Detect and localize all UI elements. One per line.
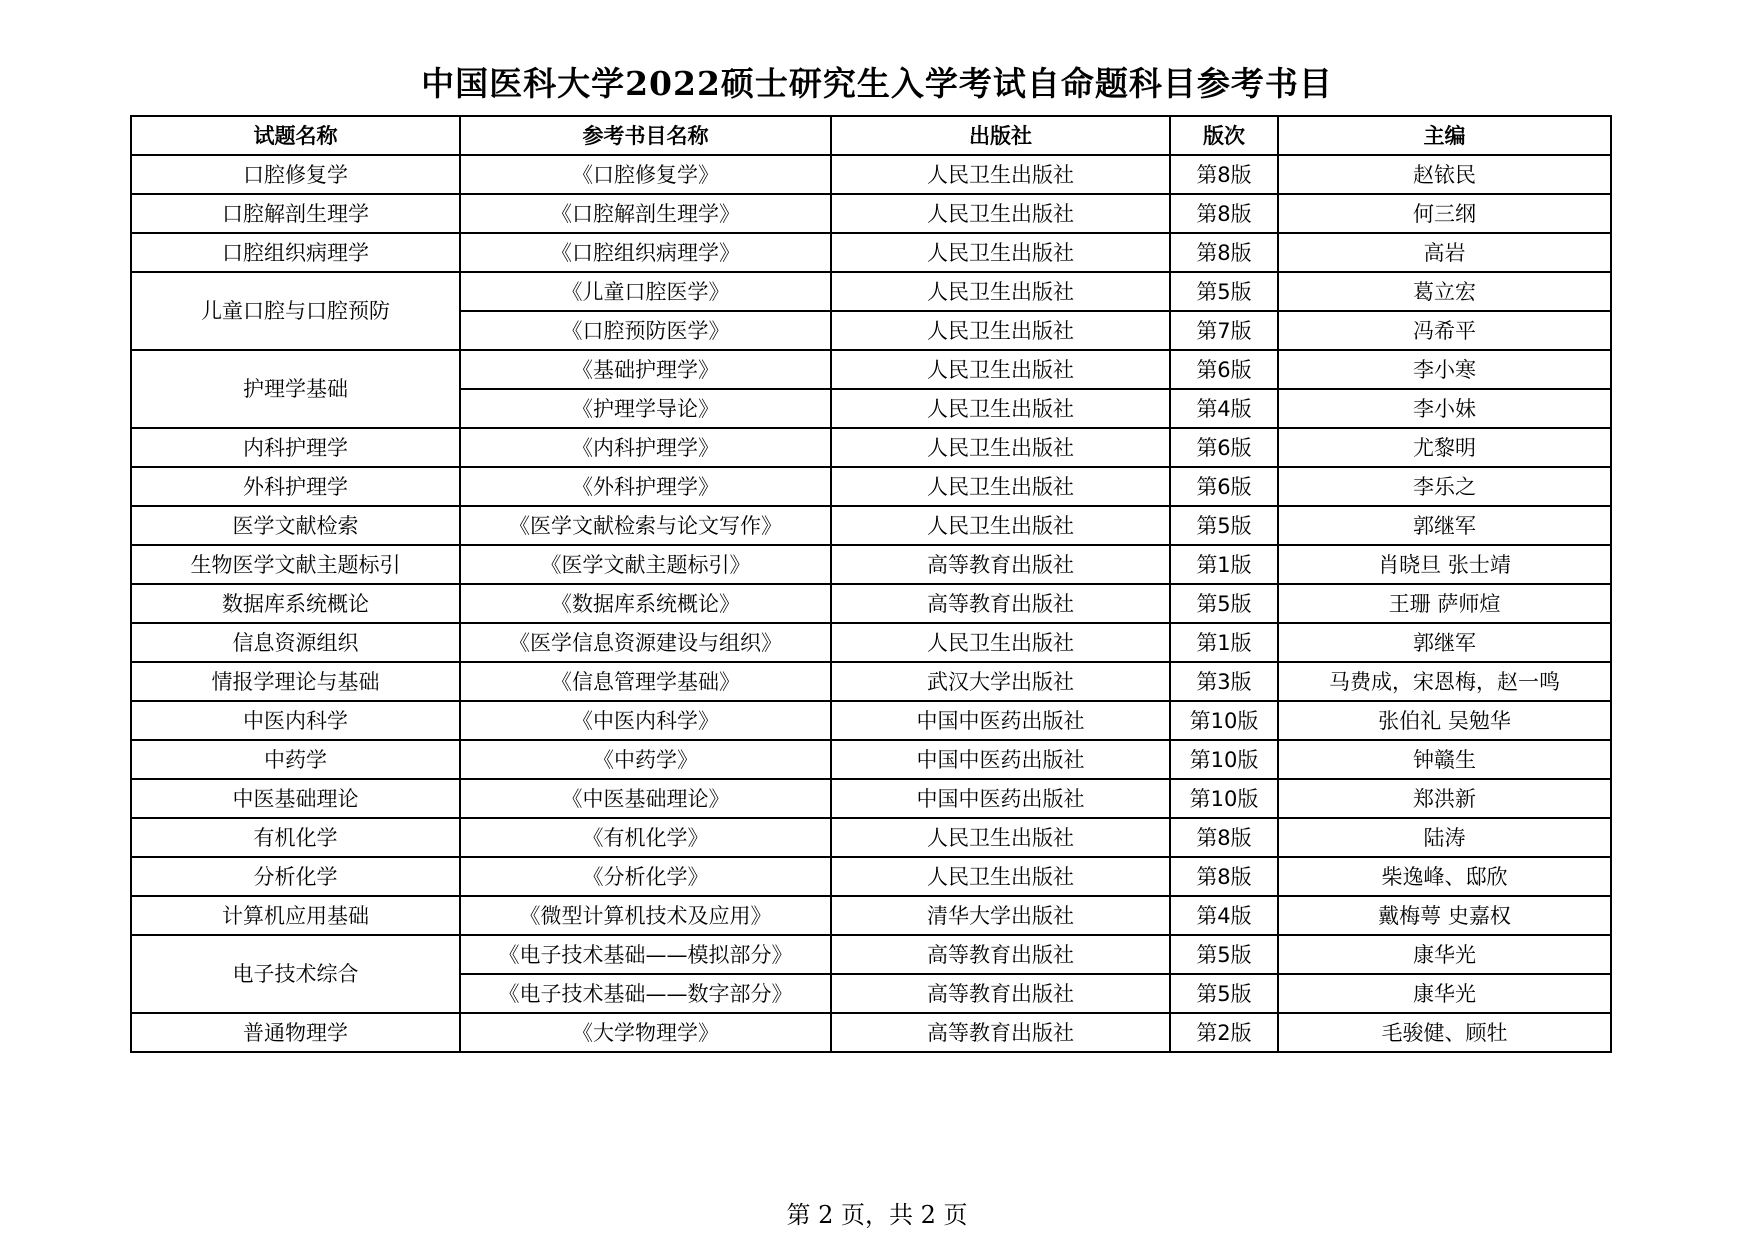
table-row [131,818,1611,857]
cell-edition: 第8版 [1170,194,1278,233]
cell-publisher: 中国中医药出版社 [831,740,1170,779]
table-row [131,506,1611,545]
cell-book: 《中医基础理论》 [460,779,831,818]
cell-book: 《医学文献检索与论文写作》 [460,506,831,545]
cell-subject: 口腔组织病理学 [131,233,460,272]
cell-publisher: 高等教育出版社 [831,545,1170,584]
cell-editor: 康华光 [1278,935,1611,974]
cell-book: 《医学文献主题标引》 [460,545,831,584]
cell-publisher: 清华大学出版社 [831,896,1170,935]
cell-edition: 第5版 [1170,974,1278,1013]
table-row [131,428,1611,467]
table-row [131,935,1611,974]
cell-subject: 医学文献检索 [131,506,460,545]
cell-publisher: 高等教育出版社 [831,1013,1170,1052]
cell-subject: 内科护理学 [131,428,460,467]
cell-book: 《口腔预防医学》 [460,311,831,350]
cell-publisher: 中国中医药出版社 [831,701,1170,740]
cell-edition: 第8版 [1170,818,1278,857]
table-row [131,740,1611,779]
table-row [131,545,1611,584]
table-row [131,1013,1611,1052]
cell-publisher: 高等教育出版社 [831,584,1170,623]
cell-book: 《电子技术基础——数字部分》 [460,974,831,1013]
table-row [131,779,1611,818]
page-footer: 第 2 页，共 2 页 [786,1201,968,1229]
cell-editor: 李小寒 [1278,350,1611,389]
cell-editor: 戴梅萼 史嘉权 [1278,896,1611,935]
cell-editor: 柴逸峰、邸欣 [1278,857,1611,896]
cell-editor: 何三纲 [1278,194,1611,233]
cell-edition: 第10版 [1170,701,1278,740]
cell-editor: 郑洪新 [1278,779,1611,818]
cell-edition: 第6版 [1170,467,1278,506]
cell-publisher: 高等教育出版社 [831,974,1170,1013]
table-row [131,857,1611,896]
cell-publisher: 人民卫生出版社 [831,857,1170,896]
cell-edition: 第5版 [1170,935,1278,974]
cell-subject: 普通物理学 [131,1013,460,1052]
cell-edition: 第4版 [1170,389,1278,428]
cell-book: 《口腔修复学》 [460,155,831,194]
cell-subject: 护理学基础 [131,350,460,428]
header-edition: 版次 [1170,116,1278,155]
reference-book-table [130,115,1612,1053]
cell-book: 《儿童口腔医学》 [460,272,831,311]
cell-edition: 第7版 [1170,311,1278,350]
cell-book: 《微型计算机技术及应用》 [460,896,831,935]
cell-subject: 口腔解剖生理学 [131,194,460,233]
cell-editor: 李小妹 [1278,389,1611,428]
cell-edition: 第5版 [1170,584,1278,623]
cell-subject: 外科护理学 [131,467,460,506]
cell-publisher: 人民卫生出版社 [831,467,1170,506]
cell-book: 《中药学》 [460,740,831,779]
cell-subject: 中医内科学 [131,701,460,740]
cell-publisher: 人民卫生出版社 [831,818,1170,857]
cell-edition: 第10版 [1170,779,1278,818]
cell-subject: 口腔修复学 [131,155,460,194]
cell-editor: 马费成，宋恩梅，赵一鸣 [1278,662,1611,701]
cell-subject: 数据库系统概论 [131,584,460,623]
cell-publisher: 人民卫生出版社 [831,623,1170,662]
table-row [131,467,1611,506]
cell-subject: 电子技术综合 [131,935,460,1013]
cell-book: 《医学信息资源建设与组织》 [460,623,831,662]
cell-edition: 第1版 [1170,545,1278,584]
cell-editor: 高岩 [1278,233,1611,272]
cell-editor: 葛立宏 [1278,272,1611,311]
cell-subject: 分析化学 [131,857,460,896]
table-row [131,896,1611,935]
cell-edition: 第1版 [1170,623,1278,662]
cell-editor: 郭继军 [1278,506,1611,545]
cell-publisher: 高等教育出版社 [831,935,1170,974]
cell-book: 《中医内科学》 [460,701,831,740]
cell-book: 《口腔解剖生理学》 [460,194,831,233]
table-header-row [131,116,1611,155]
cell-edition: 第2版 [1170,1013,1278,1052]
page-title: 中国医科大学2022硕士研究生入学考试自命题科目参考书目 [421,64,1333,103]
cell-edition: 第10版 [1170,740,1278,779]
cell-book: 《数据库系统概论》 [460,584,831,623]
cell-editor: 冯希平 [1278,311,1611,350]
cell-book: 《分析化学》 [460,857,831,896]
header-editor: 主编 [1278,116,1611,155]
cell-editor: 王珊 萨师煊 [1278,584,1611,623]
cell-publisher: 人民卫生出版社 [831,350,1170,389]
table-row [131,350,1611,389]
cell-edition: 第4版 [1170,896,1278,935]
cell-book: 《大学物理学》 [460,1013,831,1052]
cell-edition: 第8版 [1170,155,1278,194]
cell-subject: 儿童口腔与口腔预防 [131,272,460,350]
cell-book: 《有机化学》 [460,818,831,857]
cell-editor: 毛骏健、顾牡 [1278,1013,1611,1052]
cell-subject: 情报学理论与基础 [131,662,460,701]
cell-editor: 陆涛 [1278,818,1611,857]
cell-publisher: 人民卫生出版社 [831,155,1170,194]
cell-editor: 钟赣生 [1278,740,1611,779]
cell-edition: 第6版 [1170,428,1278,467]
cell-editor: 肖晓旦 张士靖 [1278,545,1611,584]
table-row [131,701,1611,740]
header-book: 参考书目名称 [460,116,831,155]
cell-book: 《电子技术基础——模拟部分》 [460,935,831,974]
cell-editor: 赵铱民 [1278,155,1611,194]
cell-book: 《护理学导论》 [460,389,831,428]
cell-publisher: 人民卫生出版社 [831,194,1170,233]
table-row [131,233,1611,272]
cell-subject: 中医基础理论 [131,779,460,818]
cell-publisher: 人民卫生出版社 [831,311,1170,350]
cell-publisher: 人民卫生出版社 [831,389,1170,428]
cell-book: 《口腔组织病理学》 [460,233,831,272]
cell-book: 《基础护理学》 [460,350,831,389]
cell-editor: 张伯礼 吴勉华 [1278,701,1611,740]
cell-edition: 第5版 [1170,506,1278,545]
table-row [131,272,1611,311]
table-row [131,155,1611,194]
cell-subject: 生物医学文献主题标引 [131,545,460,584]
cell-publisher: 人民卫生出版社 [831,506,1170,545]
cell-editor: 郭继军 [1278,623,1611,662]
cell-editor: 李乐之 [1278,467,1611,506]
cell-edition: 第8版 [1170,857,1278,896]
cell-subject: 计算机应用基础 [131,896,460,935]
cell-edition: 第3版 [1170,662,1278,701]
cell-editor: 尤黎明 [1278,428,1611,467]
cell-publisher: 人民卫生出版社 [831,233,1170,272]
cell-book: 《外科护理学》 [460,467,831,506]
header-subject: 试题名称 [131,116,460,155]
cell-publisher: 武汉大学出版社 [831,662,1170,701]
cell-publisher: 人民卫生出版社 [831,272,1170,311]
cell-publisher: 中国中医药出版社 [831,779,1170,818]
table-row [131,194,1611,233]
cell-edition: 第8版 [1170,233,1278,272]
table-row [131,662,1611,701]
cell-edition: 第6版 [1170,350,1278,389]
table-row [131,623,1611,662]
cell-editor: 康华光 [1278,974,1611,1013]
cell-subject: 信息资源组织 [131,623,460,662]
cell-book: 《信息管理学基础》 [460,662,831,701]
cell-edition: 第5版 [1170,272,1278,311]
header-publisher: 出版社 [831,116,1170,155]
cell-subject: 有机化学 [131,818,460,857]
cell-subject: 中药学 [131,740,460,779]
cell-publisher: 人民卫生出版社 [831,428,1170,467]
table-row [131,584,1611,623]
cell-book: 《内科护理学》 [460,428,831,467]
